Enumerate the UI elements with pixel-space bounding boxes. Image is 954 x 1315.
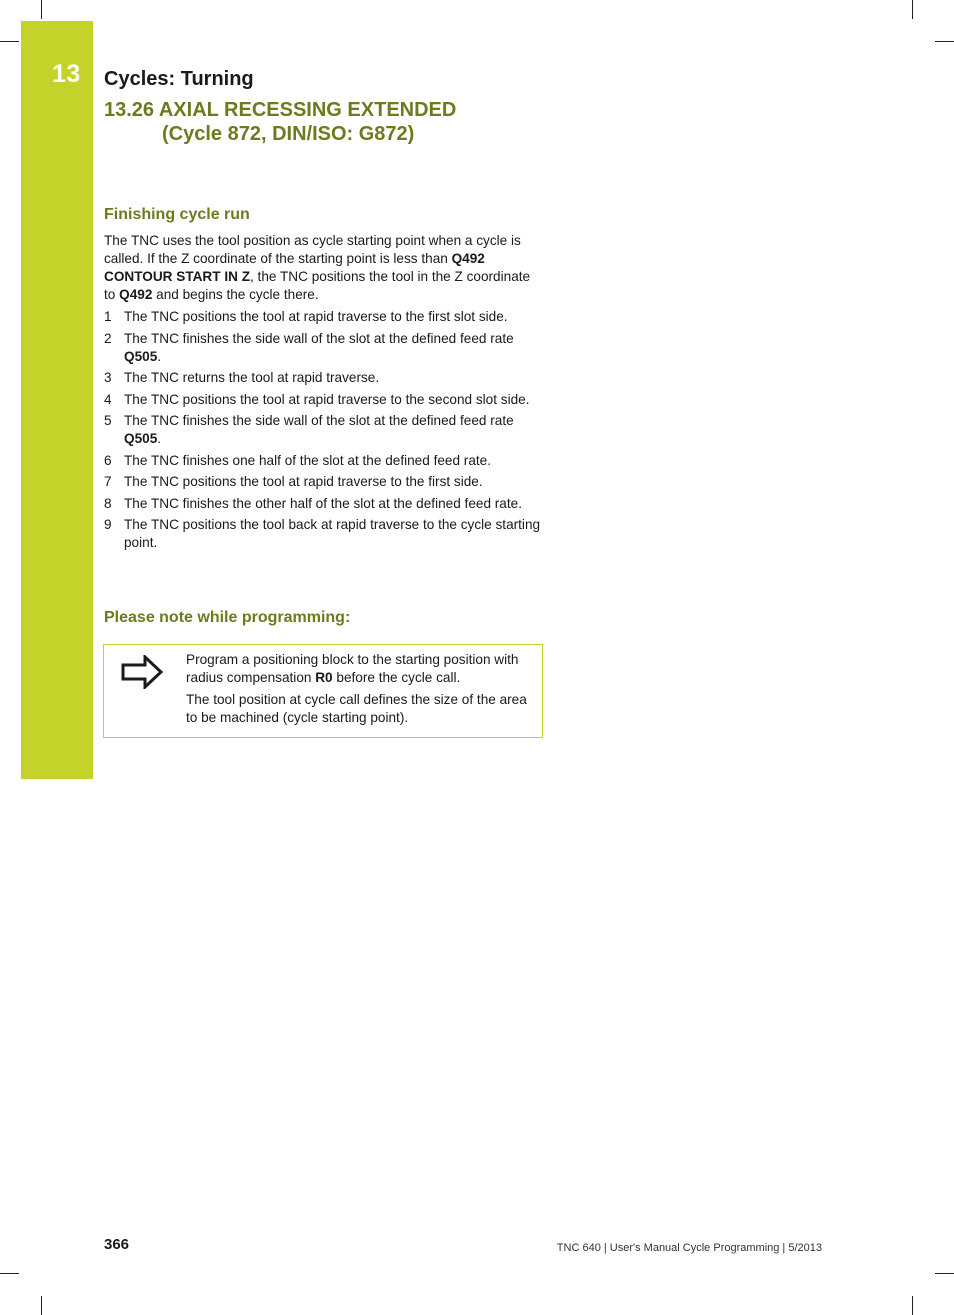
note-text	[186, 651, 531, 731]
intro-param: Q492	[119, 287, 153, 302]
intro-text: , the TNC positions the tool in the Z coordinate to	[104, 269, 531, 302]
note-paragraph: Program a positioning block to the starting position with radius compensation R0 before the cycle call.	[186, 652, 519, 685]
finishing-heading: Finishing cycle run	[104, 206, 250, 223]
section-title-line1: 13.26 AXIAL RECESSING EXTENDED	[104, 99, 457, 121]
list-item: 5 The TNC finishes the side wall of the slot at the defined feed rate Q505.	[104, 413, 514, 446]
list-item: 9 The TNC positions the tool back at rapid traverse to the cycle starting point.	[104, 517, 541, 550]
crop-mark	[912, 0, 913, 19]
crop-mark	[935, 41, 954, 42]
finishing-steps	[104, 308, 549, 556]
list-item: 2 The TNC finishes the side wall of the slot at the defined feed rate Q505.	[104, 330, 514, 364]
section-title	[104, 98, 456, 146]
chapter-title: Cycles: Turning	[104, 68, 254, 90]
intro-param: Q492 CONTOUR START IN Z	[104, 251, 485, 284]
list-item: 7 The TNC positions the tool at rapid traverse to the first side.	[104, 474, 483, 489]
intro-text: The TNC uses the tool position as cycle starting point when a cycle is called. If the Z coordinate of the starting point is less than	[104, 233, 521, 266]
crop-mark	[935, 1273, 954, 1274]
page-number: 366	[104, 1236, 130, 1253]
list-item: 6 The TNC finishes one half of the slot at the defined feed rate.	[104, 452, 492, 468]
crop-mark	[0, 41, 19, 42]
chapter-number: 13	[52, 60, 81, 88]
note-paragraph: The tool position at cycle call defines the size of the area to be machined (cycle starting point).	[186, 692, 527, 725]
note-box	[103, 644, 543, 738]
arrow-right-icon	[121, 655, 163, 689]
crop-mark	[41, 1296, 42, 1315]
list-item: 1 The TNC positions the tool at rapid traverse to the first slot side.	[104, 309, 508, 324]
list-item: 8 The TNC finishes the other half of the slot at the defined feed rate.	[104, 495, 522, 511]
list-item: 4 The TNC positions the tool at rapid traverse to the second slot side.	[104, 391, 530, 407]
chapter-sidebar	[21, 21, 93, 779]
footer-text: TNC 640 | User's Manual Cycle Programming | 5/2013	[556, 1242, 822, 1254]
finishing-intro	[104, 232, 544, 304]
crop-mark	[912, 1296, 913, 1315]
list-item: 3 The TNC returns the tool at rapid traverse.	[104, 370, 380, 385]
crop-mark	[41, 0, 42, 19]
intro-text: and begins the cycle there.	[152, 287, 319, 302]
section-title-line2: (Cycle 872, DIN/ISO: G872)	[162, 123, 415, 145]
note-heading: Please note while programming:	[104, 609, 351, 626]
crop-mark	[0, 1273, 19, 1274]
